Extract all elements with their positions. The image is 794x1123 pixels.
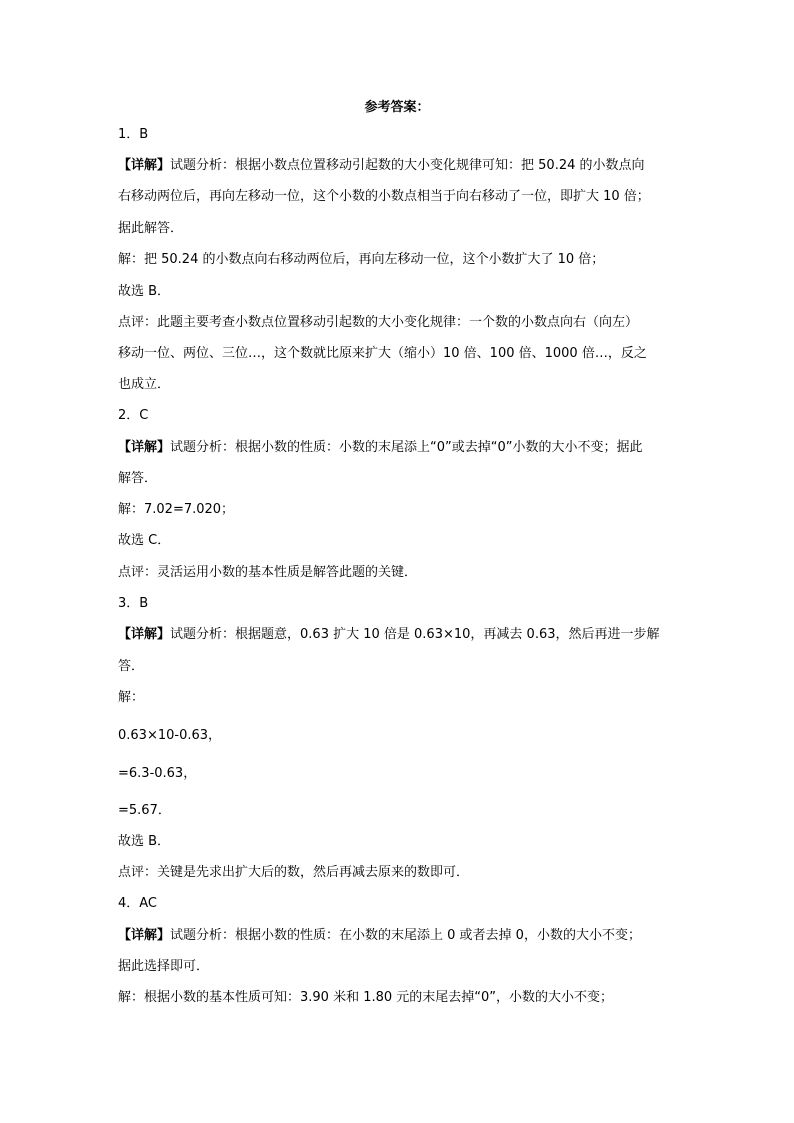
calculation-step: =5.67．	[118, 803, 171, 818]
comment-line: 移动一位、两位、三位…，这个数就比原来扩大（缩小）10 倍、100 倍、1000 倍…，反之	[118, 346, 647, 361]
analysis-text: 试题分析：根据小数的性质：小数的末尾添上“0”或去掉“0”小数的大小不变；据此	[170, 440, 643, 455]
analysis-line: 解答．	[118, 471, 158, 486]
solution-line: 解：7.02=7.020；	[118, 502, 235, 517]
comment-line: 也成立．	[118, 377, 171, 392]
analysis-line: 据此选择即可．	[118, 959, 210, 974]
solution-line: 解：把 50.24 的小数点向右移动两位后，再向左移动一位，这个小数扩大了 10 倍；	[118, 252, 605, 267]
calculation-step: 0.63×10-0.63，	[118, 728, 222, 743]
detail-tag: 【详解】	[118, 928, 171, 943]
analysis-line	[118, 926, 678, 946]
detail-tag: 【详解】	[118, 440, 171, 455]
comment-line: 点评：关键是先求出扩大后的数，然后再减去原来的数即可．	[118, 865, 470, 880]
comment-line: 点评：灵活运用小数的基本性质是解答此题的关键．	[118, 565, 418, 580]
analysis-line	[118, 156, 678, 176]
analysis-text: 试题分析：根据小数的性质：在小数的末尾添上 0 或者去掉 0，小数的大小不变；	[170, 928, 641, 943]
answer-number-1: 1．B	[118, 127, 149, 142]
answer-number-3: 3．B	[118, 596, 149, 611]
analysis-text: 试题分析：根据题意，0.63 扩大 10 倍是 0.63×10，再减去 0.63，然后再进一步解	[170, 627, 660, 642]
solution-line: 解：	[118, 690, 145, 705]
analysis-line: 据此解答．	[118, 221, 184, 236]
calculation-step: =6.3-0.63，	[118, 766, 197, 781]
page-title: 参考答案：	[364, 100, 430, 115]
answer-number-4: 4．AC	[118, 896, 158, 911]
comment-line: 点评：此题主要考查小数点位置移动引起数的大小变化规律：一个数的小数点向右（向左）	[118, 315, 639, 330]
analysis-line	[118, 625, 678, 645]
choice-line: 故选 B．	[118, 834, 171, 849]
answer-number-2: 2．C	[118, 408, 149, 423]
analysis-text: 试题分析：根据小数点位置移动引起数的大小变化规律可知：把 50.24 的小数点向	[170, 158, 645, 173]
choice-line: 故选 C．	[118, 533, 171, 548]
solution-line: 解：根据小数的基本性质可知：3.90 米和 1.80 元的末尾去掉“0”，小数的大小不变；	[118, 990, 614, 1005]
detail-tag: 【详解】	[118, 627, 171, 642]
detail-tag: 【详解】	[118, 158, 171, 173]
analysis-line	[118, 438, 678, 458]
choice-line: 故选 B．	[118, 284, 171, 299]
analysis-line: 答．	[118, 659, 145, 674]
analysis-line: 右移动两位后，再向左移动一位，这个小数的小数点相当于向右移动了一位，即扩大 10 倍；	[118, 189, 650, 204]
